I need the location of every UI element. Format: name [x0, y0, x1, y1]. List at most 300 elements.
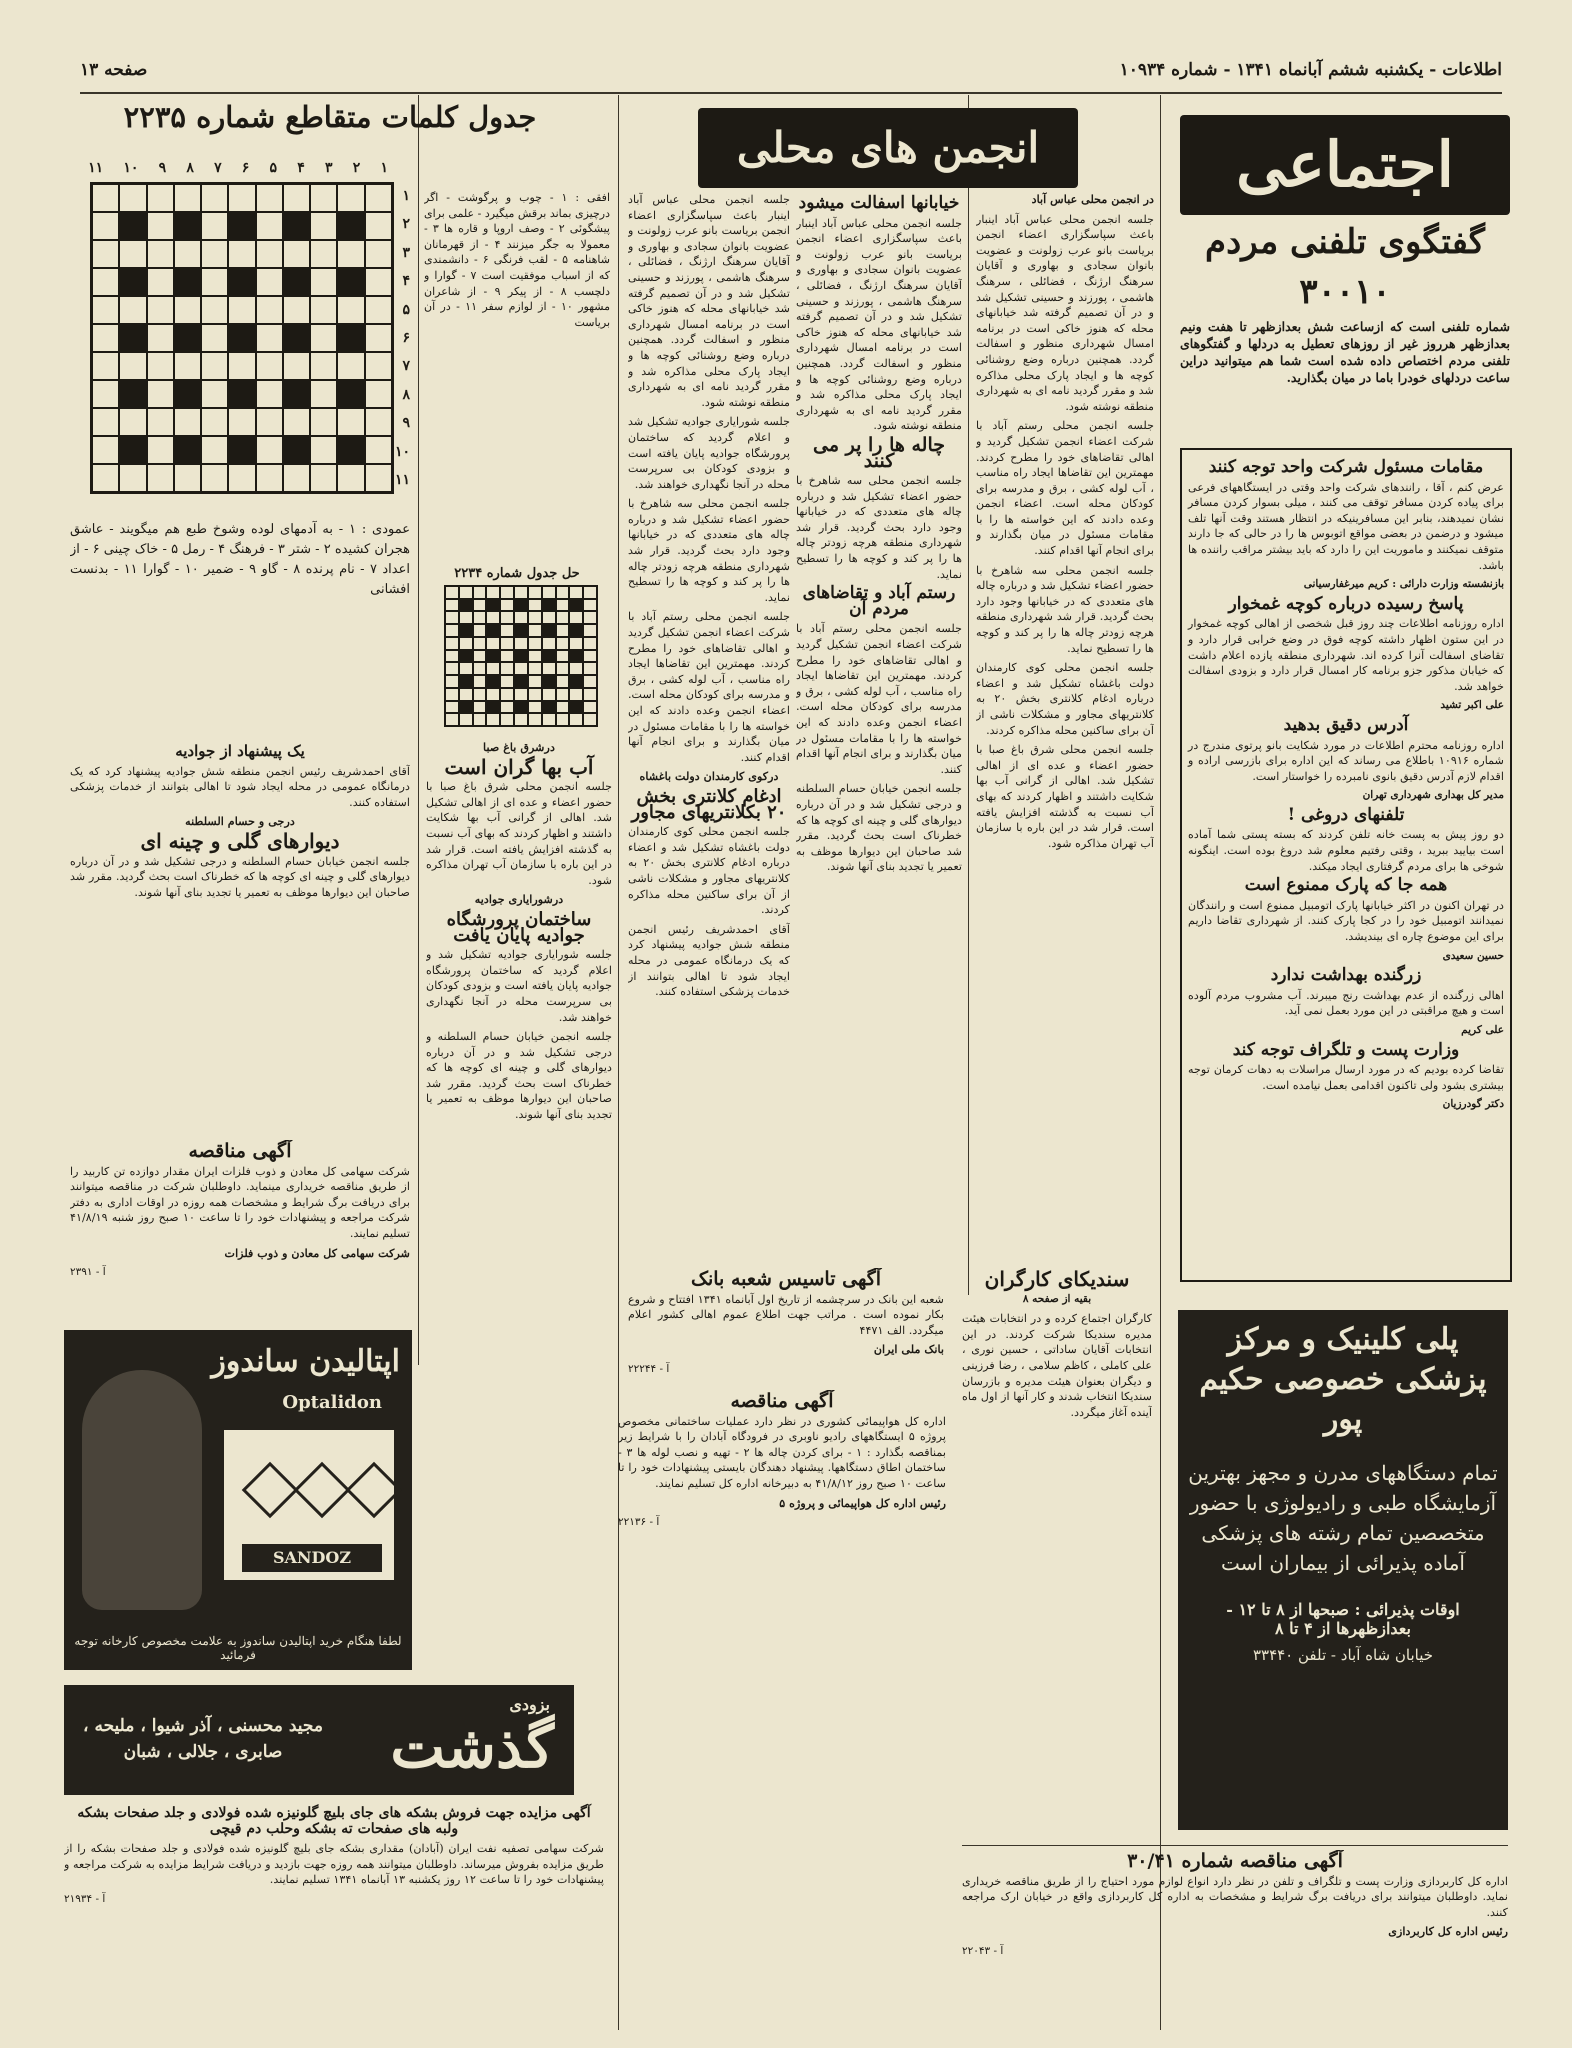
- crossword-cell: [256, 296, 283, 324]
- crossword-cell: [486, 611, 500, 624]
- crossword-cell: [256, 436, 283, 464]
- crossword-cell: [256, 240, 283, 268]
- letter-title: مقامات مسئول شرکت واحد توجه کنند: [1208, 457, 1484, 477]
- crossword-cell: [500, 688, 514, 701]
- crossword-cell: [201, 240, 228, 268]
- crossword-cell: [283, 296, 310, 324]
- letter: [1188, 875, 1504, 964]
- crossword-cell: [228, 240, 255, 268]
- crossword-cell: [583, 637, 597, 650]
- crossword-cell: [569, 637, 583, 650]
- tender-body: شرکت سهامی کل معادن و ذوب فلزات ایران مقدار دوازده تن کاربید را از طریق مناقصه خریداری مینماید. داوطلبان شرکت در مناقصه میتوانند برای دریافت برگ شرایط و مشخصات همه روزه در اوقات اداری به دفتر شرکت مراجعه و پیشنهادات خود را تا ساعت ۱۰ صبح روز شنبه ۴۱/۸/۱۹ تسلیم نمایند.: [70, 1164, 410, 1240]
- crossword-cell: [119, 296, 146, 324]
- crossword-cell: [514, 662, 528, 675]
- tender-code: آ - ۲۲۱۳۶: [618, 1516, 660, 1529]
- letter-sign: حسین سعیدی: [1442, 949, 1504, 962]
- crossword-cell: [445, 586, 459, 599]
- crossword-cell: [459, 662, 473, 675]
- crossword-cell: [445, 688, 459, 701]
- clinic-title: پلی کلینیک و مرکز پزشکی خصوصی حکیم پور: [1199, 1322, 1487, 1437]
- clinic-hours: اوقات پذیرائی : صبحها از ۸ تا ۱۲ - بعدازظهرها از ۴ تا ۸: [1226, 1600, 1460, 1638]
- crossword-cell: [365, 212, 392, 240]
- assoc-heading: یک پیشنهاد از جوادیه: [175, 742, 305, 760]
- crossword-black-cell: [228, 436, 255, 464]
- crossword-cell: [500, 637, 514, 650]
- crossword-cell: [310, 380, 337, 408]
- crossword-cell: [256, 184, 283, 212]
- assoc-text: جلسه انجمن محلی رستم آباد با شرکت اعضاء انجمن تشکیل گردید و اهالی تقاضاهای خود را مطرح کردند. مهمترین این تقاضاها ایجاد راه مناسب ، آب لوله کشی ، برق و مدرسه برای کودکان محله است. اعضاء انجمن وعده دادند که این خواسته ها را با مقامات مسئول در میان بگذارند و برای انجام آنها اقدام کنند.: [976, 419, 1154, 558]
- column-rule: [968, 95, 969, 1295]
- crossword-cell: [528, 586, 542, 599]
- crossword-cell: [256, 408, 283, 436]
- clinic-address: خیابان شاه آباد - تلفن ۳۳۴۴۰: [1252, 1646, 1434, 1664]
- crossword-cell: [174, 352, 201, 380]
- crossword-cell: [528, 675, 542, 688]
- crossword-cell: [119, 352, 146, 380]
- row-number: ۵: [402, 301, 410, 318]
- letter-title: تلفنهای دروغی !: [1287, 804, 1405, 825]
- assoc-text: جلسه انجمن محلی شرق باغ صبا با حضور اعضاء و عده ای از اهالی تشکیل شد. اهالی از گرانی آب بها شکایت داشتند و اظهار کردند که بهای آب نسبت به گذشته افزایش یافته است. قرار شد در این باره با سازمان آب تهران مذاکره شود.: [976, 743, 1154, 850]
- crossword-cell: [500, 675, 514, 688]
- film-title: گذشت: [390, 1713, 554, 1781]
- crossword-black-cell: [337, 268, 364, 296]
- crossword-cell: [92, 324, 119, 352]
- crossword-cell: [337, 408, 364, 436]
- crossword-black-cell: [542, 701, 556, 714]
- crossword-cell: [256, 464, 283, 492]
- bank-body: شعبه این بانک در سرچشمه از تاریخ اول آبانماه ۱۳۴۱ افتتاح و شروع بکار نموده است . مراتب جهت اطلاع عموم اهالی کشور اعلام میگردد. الف ۴۴۷۱: [628, 1292, 944, 1337]
- tender-title: آگهی مناقصه: [188, 1140, 292, 1162]
- crossword-cell: [92, 380, 119, 408]
- assoc-text: جلسه انجمن محلی سه شاهرخ با حضور اعضاء تشکیل شد و درباره چاله های متعددی که در خیابانها وجود دارد بحث گردید. قرار شد شهرداری منطقه هرچه زودتر چاله ها را پر کند و کوچه ها را تسطیح نماید.: [796, 474, 962, 581]
- assoc-place: در انجمن محلی عباس آباد: [1031, 192, 1154, 206]
- assoc-place: درکوی کارمندان دولت باغشاه: [639, 769, 779, 784]
- crossword-cell: [583, 675, 597, 688]
- crossword-cell: [445, 624, 459, 637]
- crossword-black-cell: [228, 212, 255, 240]
- col-number: ۱۱: [88, 160, 104, 176]
- crossword-cell: [473, 675, 487, 688]
- letter: [1188, 965, 1504, 1038]
- tender-code: آ - ۲۲۰۴۳: [962, 1944, 1004, 1957]
- row-number: ۷: [402, 358, 410, 375]
- union-continued: بقیه از صفحه ۸: [1022, 1292, 1092, 1305]
- crossword-cell: [283, 464, 310, 492]
- crossword-cell: [310, 184, 337, 212]
- crossword-cell: [556, 637, 570, 650]
- film-soon: بزودی: [509, 1695, 550, 1714]
- issue-date: اطلاعات - یکشنبه ششم آبانماه ۱۳۴۱ - شماره ۱۰۹۳۴: [1119, 60, 1502, 80]
- crossword-cell: [583, 599, 597, 612]
- letter: [1188, 457, 1504, 593]
- crossword-cell: [459, 637, 473, 650]
- crossword-cell: [542, 662, 556, 675]
- crossword-cell: [445, 611, 459, 624]
- assoc-heading: آب بها گران است: [444, 754, 594, 779]
- crossword-vertical-clues: عمودی : ۱ - به آدمهای لوده وشوخ طبع هم میگویند - عاشق هجران کشیده ۲ - شتر ۳ - فرهنگ ۴ - رمل ۵ - خاک چینی ۶ - از اعداد ۷ - نام پرنده ۸ - گاو ۹ - ضمیر ۱۰ - گوارا ۱۱ - بدنست افشانی: [70, 522, 410, 597]
- crossword-black-cell: [174, 212, 201, 240]
- crossword-cell: [459, 586, 473, 599]
- crossword-cell: [583, 662, 597, 675]
- crossword-cell: [147, 380, 174, 408]
- crossword-cell: [119, 464, 146, 492]
- tender-sign: شرکت سهامی کل معادن و ذوب فلزات: [224, 1245, 410, 1260]
- col-number: ۱: [380, 160, 388, 176]
- assoc-text: جلسه انجمن محلی عباس آباد اینبار باعث سپاسگزاری اعضاء انجمن بریاست بانو عرب زولونت و عضویت بانوان سجادی و بهاوری و آقایان سرهنگ ارژنگ ، فضائلی ، سرهنگ هاشمی ، پورزند و حسینی تشکیل شد و در آن تصمیم گرفته شد خیابانهای محله که هنوز خاکی است در برنامه امسال شهرداری منظور و اسفالت گردد. همچنین درباره وضع روشنائی کوچه ها و ایجاد پارک محلی مذاکره شد و مقرر گردید نامه ای به شهرداری منطقه نوشته شود.: [796, 216, 962, 433]
- letter-sign: دکتر گودرزیان: [1442, 1098, 1504, 1111]
- crossword-black-cell: [514, 624, 528, 637]
- crossword-title: جدول کلمات متقاطع شماره ۲۲۳۵: [123, 100, 537, 134]
- crossword-cell: [365, 184, 392, 212]
- tender-body: اداره کل کاربردازی وزارت پست و تلگراف و تلفن در نظر دارد انواع لوازم مورد احتیاج را از طریق مناقصه خریداری نماید. داوطلبان میتوانند برای دریافت برگ شرایط و مشخصات به اداره کل کاربردازی واقع در خیابان ارک مراجعه کنند.: [962, 1874, 1508, 1919]
- crossword-cell: [556, 624, 570, 637]
- social-banner: اجتماعی: [1180, 115, 1510, 215]
- letter: [1188, 804, 1504, 874]
- assoc-text: جلسه انجمن محلی شرق باغ صبا با حضور اعضاء و عده ای از اهالی تشکیل شد. اهالی از گرانی آب بها شکایت داشتند و اظهار کردند که بهای آب نسبت به گذشته افزایش یافته است. قرار شد در این باره با سازمان آب تهران مذاکره شود.: [426, 780, 612, 887]
- crossword-cell: [310, 212, 337, 240]
- crossword-cell: [473, 713, 487, 726]
- crossword-cell: [542, 688, 556, 701]
- crossword-black-cell: [542, 650, 556, 663]
- crossword-cell: [256, 380, 283, 408]
- crossword-cell: [459, 713, 473, 726]
- crossword-cell: [147, 184, 174, 212]
- col-number: ۷: [214, 160, 222, 176]
- tender-title: آگهی مناقصه شماره ۳۰/۴۱: [1127, 1850, 1343, 1872]
- crossword-cell: [445, 637, 459, 650]
- assoc-text: جلسه شورایاری جوادیه تشکیل شد و اعلام گردید که ساختمان پرورشگاه جوادیه پایان یافته است و بزودی کودکان بی سرپرست محله در آنجا نگهداری خواهند شد.: [426, 948, 612, 1024]
- crossword-cell: [473, 599, 487, 612]
- optalidon-note: لطفا هنگام خرید اپتالیدن ساندوز به علامت مخصوص کارخانه توجه فرمائید: [74, 1634, 402, 1662]
- crossword-cell: [500, 624, 514, 637]
- crossword-cell: [459, 611, 473, 624]
- optalidon-title: اپتالیدن ساندوز: [211, 1344, 400, 1379]
- crossword-cell: [528, 599, 542, 612]
- crossword-cell: [473, 650, 487, 663]
- auction-body: شرکت سهامی تصفیه نفت ایران (آبادان) مقداری بشکه جای بلیچ گلونیزه شده فولادی و جلد صفحات بشکه را از طریق مزایده بفروش میرساند. داوطلبان میتوانند همه روزه جهت بازدید و دریافت شرایط مزایده به شرکت مراجعه و پیشنهادات خود را تا ساعت ۱۲ روز یکشنبه ۱۳ آبانماه ۱۳۴۱ تسلیم نمایند.: [64, 1842, 604, 1887]
- crossword-cell: [556, 599, 570, 612]
- row-number: ۸: [402, 386, 410, 403]
- crossword-cell: [365, 324, 392, 352]
- crossword-cell: [310, 296, 337, 324]
- film-ad: [64, 1685, 574, 1795]
- crossword-cell: [119, 240, 146, 268]
- optalidon-latin: Optalidon: [282, 1392, 382, 1413]
- crossword-cell: [92, 268, 119, 296]
- row-number: ۳: [402, 244, 410, 261]
- crossword-black-cell: [514, 675, 528, 688]
- crossword-cell: [147, 464, 174, 492]
- crossword-black-cell: [228, 380, 255, 408]
- crossword-cell: [365, 240, 392, 268]
- film-cast: مجید محسنی ، آذر شیوا ، ملیحه ، صابری ، جلالی ، شبان: [83, 1716, 323, 1762]
- crossword-black-cell: [337, 212, 364, 240]
- auction-code: آ - ۲۱۹۳۴: [64, 1892, 106, 1905]
- woman-illustration: [82, 1370, 202, 1610]
- crossword-black-cell: [486, 624, 500, 637]
- crossword-cell: [473, 688, 487, 701]
- crossword-cell: [528, 688, 542, 701]
- crossword-cell: [569, 713, 583, 726]
- crossword-cell: [556, 650, 570, 663]
- crossword-black-cell: [542, 599, 556, 612]
- crossword-cell: [337, 296, 364, 324]
- assoc-text: جلسه انجمن محلی کوی کارمندان دولت باغشاه تشکیل شد و اعضاء درباره ادغام کلانتری بخش ۲۰ به کلانتریهای مجاور و مشکلات ناشی از آن برای ساکنین محله مذاکره کردند.: [976, 661, 1154, 737]
- crossword-black-cell: [569, 675, 583, 688]
- crossword-cell: [201, 212, 228, 240]
- crossword-cell: [528, 713, 542, 726]
- crossword-cell: [201, 380, 228, 408]
- solution-grid: [444, 585, 598, 727]
- crossword-cell: [473, 611, 487, 624]
- crossword-cell: [473, 701, 487, 714]
- crossword-black-cell: [174, 436, 201, 464]
- crossword-cell: [201, 296, 228, 324]
- assoc-heading: خیابانها اسفالت میشود: [798, 193, 960, 213]
- assoc-heading: ساختمان پرورشگاه جوادیه پایان یافت: [446, 908, 592, 946]
- crossword-cell: [283, 408, 310, 436]
- crossword-cell: [92, 352, 119, 380]
- assoc-column-d: [426, 740, 612, 1330]
- assoc-text: جلسه انجمن خیابان حسام السلطنه و درجی تشکیل شد و در آن درباره دیوارهای گلی و چینه ای کوچه ها که خطرناک است بحث گردید. مقرر شد صاحبان این دیوارها موظف به تعمیر یا تجدید بنای آنها شوند.: [70, 854, 410, 899]
- crossword-cell: [445, 713, 459, 726]
- letter-title: آدرس دقیق بدهید: [1283, 714, 1409, 735]
- crossword-black-cell: [228, 268, 255, 296]
- crossword-cell: [283, 184, 310, 212]
- crossword-black-cell: [119, 268, 146, 296]
- letter-sign: بازنشسته وزارت دارائی : کریم میرغفارسیانی: [1303, 578, 1504, 591]
- crossword-black-cell: [174, 380, 201, 408]
- crossword-cell: [174, 240, 201, 268]
- crossword-cell: [473, 586, 487, 599]
- social-intro: شماره تلفنی است که ازساعت شش بعدازظهر تا هفت ونیم بعدازظهر هرروز غیر از روزهای تعطیل به دردلها و گفتگوهای تلفنی مردم اختصاص داده شده است شما هم میتوانید دراین ساعت دردلهای خودرا باما در میان بگذارید.: [1180, 319, 1510, 385]
- crossword-black-cell: [337, 436, 364, 464]
- crossword-cell: [365, 296, 392, 324]
- crossword-cell: [473, 624, 487, 637]
- assoc-column-c: [628, 192, 790, 1262]
- crossword-cell: [569, 662, 583, 675]
- crossword-cell: [147, 436, 174, 464]
- crossword-cell: [256, 212, 283, 240]
- crossword-cell: [500, 701, 514, 714]
- bank-ad: [628, 1268, 944, 1378]
- crossword-cell: [473, 662, 487, 675]
- crossword-cell: [486, 713, 500, 726]
- crossword-cell: [310, 352, 337, 380]
- crossword-cell: [147, 296, 174, 324]
- crossword-cell: [310, 268, 337, 296]
- letter: [1188, 714, 1504, 804]
- crossword-black-cell: [486, 599, 500, 612]
- crossword-black-cell: [459, 650, 473, 663]
- assoc-heading: رستم آباد و تقاضاهای مردم آن: [802, 583, 956, 619]
- col-number: ۸: [186, 160, 194, 176]
- assoc-text: جلسه انجمن محلی سه شاهرخ با حضور اعضاء تشکیل شد و درباره چاله های متعددی که در خیابانها وجود دارد بحث گردید. قرار شد شهرداری منطقه هرچه زودتر چاله ها را پر کند و کوچه ها را تسطیح نماید.: [628, 497, 790, 604]
- crossword-cell: [256, 324, 283, 352]
- crossword-cell: [365, 464, 392, 492]
- crossword-cell: [528, 624, 542, 637]
- crossword-cell: [337, 184, 364, 212]
- letter-body: تقاضا کرده بودیم که در مورد ارسال مراسلات به دهات کرمان توجه بیشتری بشود ولی تاکنون اقدامی بعمل نیامده است.: [1188, 1063, 1504, 1092]
- crossword-cell: [528, 662, 542, 675]
- crossword-cell: [310, 324, 337, 352]
- row-number: ۶: [402, 329, 410, 346]
- assoc-place: درشورایاری جوادیه: [474, 892, 564, 907]
- crossword-cell: [119, 184, 146, 212]
- crossword-cell: [556, 713, 570, 726]
- col-number: ۳: [325, 160, 333, 176]
- crossword-grid: [90, 182, 394, 494]
- assoc-heading: دیوارهای گلی و چینه ای: [140, 828, 340, 853]
- crossword-cell: [228, 184, 255, 212]
- crossword-black-cell: [569, 599, 583, 612]
- crossword-cell: [486, 662, 500, 675]
- crossword-black-cell: [119, 324, 146, 352]
- crossword-cell: [583, 586, 597, 599]
- crossword-cell: [542, 586, 556, 599]
- crossword-black-cell: [514, 701, 528, 714]
- crossword-black-cell: [283, 268, 310, 296]
- social-letters: [1180, 448, 1512, 1282]
- crossword-cell: [486, 586, 500, 599]
- crossword-cell: [365, 380, 392, 408]
- letter-body: اداره روزنامه محترم اطلاعات در مورد شکایت بانو پرتوی مندرج در شماره ۱۰۹۱۶ باطلاع می رساند که این اداره برای بازرسی اراده و اقدام لازم آدرس دقیق بانوی نامبرده را خواستار است.: [1188, 738, 1504, 783]
- crossword-cell: [542, 611, 556, 624]
- crossword-cell: [92, 436, 119, 464]
- column-rule: [1160, 95, 1161, 2030]
- assoc-place: درشرق باغ صبا: [483, 740, 555, 754]
- crossword-cell: [514, 611, 528, 624]
- crossword-cell: [556, 688, 570, 701]
- crossword-cell: [92, 240, 119, 268]
- crossword-cell: [147, 352, 174, 380]
- letter-title: زرگنده بهداشت ندارد: [1270, 965, 1422, 986]
- assoc-text: جلسه انجمن محلی عباس آباد اینبار باعث سپاسگزاری اعضاء انجمن بریاست بانو عرب زولونت و عضویت بانوان سجادی و بهاوری و آقایان سرهنگ ارژنگ ، فضائلی ، سرهنگ هاشمی ، پورزند و حسینی تشکیل شد و در آن تصمیم گرفته شد خیابانهای محله که هنوز خاکی است در برنامه امسال شهرداری منظور و اسفالت گردد. همچنین درباره وضع روشنائی کوچه ها و ایجاد پارک محلی مذاکره شد و مقرر گردید نامه ای به شهرداری منطقه نوشته شود.: [976, 212, 1154, 413]
- col-number: ۹: [158, 160, 167, 176]
- tender-body: اداره کل هواپیمائی کشوری در نظر دارد عملیات ساختمانی مخصوص پروژه ۵ ایستگاههای رادیو ناوبری در فرودگاه آبادان را با شرایط زیر بمناقصه بگذارد : ۱ - برای کردن چاله ها ۲ - تهیه و نصب لوله ها ۳ - ساختمان اطاق دستگاهها. پیشنهاد دهندگان بایستی پیشنهادات خود را تا ساعت ۱۰ صبح روز ۴۱/۸/۱۲ به دبیرخانه اداره کل تسلیم نمایند.: [618, 1414, 946, 1490]
- crossword-black-cell: [486, 675, 500, 688]
- crossword-cell: [310, 408, 337, 436]
- crossword-cell: [256, 352, 283, 380]
- col-number: ۴: [297, 160, 305, 176]
- assoc-place: درجی و حسام السلطنه: [185, 814, 295, 829]
- letter-title: همه جا که پارک ممنوع است: [1244, 875, 1448, 896]
- crossword-cell: [256, 268, 283, 296]
- crossword-cell: [583, 624, 597, 637]
- bank-title: آگهی تاسیس شعبه بانک: [690, 1268, 882, 1290]
- crossword-cell: [542, 713, 556, 726]
- section-rule: [962, 1845, 1508, 1846]
- row-number: ۱۱: [394, 471, 410, 488]
- assoc-text: جلسه انجمن محلی کوی کارمندان دولت باغشاه تشکیل شد و اعضاء درباره ادغام کلانتری بخش ۲۰ به کلانتریهای مجاور و مشکلات ناشی از آن برای ساکنین محله مذاکره کردند.: [628, 825, 790, 917]
- sandoz-logo: SANDOZ: [242, 1544, 382, 1572]
- crossword-col-numbers: [88, 160, 388, 176]
- assoc-text: جلسه انجمن خیابان حسام السلطنه و درجی تشکیل شد و در آن درباره دیوارهای گلی و چینه ای کوچه ها که خطرناک است بحث گردید. مقرر شد صاحبان این دیوارها موظف به تعمیر یا تجدید بنای آنها شوند.: [796, 782, 962, 874]
- letter-body: اداره روزنامه اطلاعات چند روز قبل شخصی از اهالی کوچه غمخوار در این ستون اظهار داشته کوچه فوق در وضع خرابی قرار دارد و تقاضای اسفالت آنرا کرده اند. شهرداری منطقه یازده اعلام داشت که خیابان مذکور جزو برنامه کار امسال قرار دارد و بزودی اسفالت خواهد شد.: [1188, 617, 1504, 693]
- crossword-cell: [147, 240, 174, 268]
- letter-body: عرض کنم ، آقا ، رانندهای شرکت واحد وقتی در ایستگاههای فرعی برای پیاده کردن مسافر توقف می کنند ، میلی بسوار کردن مسافر نشان نمیدهند، بنابر این مسافرینیکه در انتظار هستند وقت آنها تلف میشود و درضمن در بعضی مواقع اتوبوس ها را در حالی که جا دارند متوقف نمیکنند و ماموریت این را دارد که باید بیشتر مراقب راننده ها باشد.: [1188, 480, 1504, 572]
- crossword-row-numbers: [392, 188, 410, 488]
- crossword-black-cell: [174, 268, 201, 296]
- crossword-cell: [445, 599, 459, 612]
- crossword-cell: [500, 599, 514, 612]
- crossword-cell: [445, 662, 459, 675]
- crossword-black-cell: [283, 436, 310, 464]
- union-article: [962, 1268, 1152, 1798]
- col-number: ۶: [241, 160, 250, 176]
- union-title: سندیکای کارگران: [984, 1268, 1130, 1291]
- crossword-cell: [365, 352, 392, 380]
- crossword-black-cell: [514, 599, 528, 612]
- bank-code: آ - ۲۲۲۴۴: [628, 1362, 670, 1375]
- col-number: ۱۰: [123, 160, 139, 176]
- crossword-black-cell: [514, 650, 528, 663]
- assoc-banner: انجمن های محلی: [698, 108, 1078, 188]
- crossword-cell: [500, 662, 514, 675]
- masthead: [80, 60, 1502, 90]
- crossword-cell: [147, 408, 174, 436]
- crossword-cell: [92, 464, 119, 492]
- letter-sign: مدیر کل بهداری شهرداری تهران: [1362, 789, 1504, 802]
- crossword-cell: [365, 268, 392, 296]
- crossword-black-cell: [283, 324, 310, 352]
- letter-body: در تهران اکنون در اکثر خیابانها پارک اتومبیل ممنوع است و رانندگان نمیدانند اتومبیل خود را در کجا پارک کنند. از شهرداری تقاضا داریم برای این موضوع چاره ای بیندیشد.: [1188, 898, 1504, 944]
- col-number: ۵: [269, 160, 278, 176]
- crossword-cell: [569, 611, 583, 624]
- crossword-cell: [556, 611, 570, 624]
- auction-ad: [64, 1802, 604, 2022]
- assoc-heading: ادغام کلانتری بخش ۲۰ بکلانتریهای مجاور: [631, 785, 787, 823]
- crossword-cell: [528, 650, 542, 663]
- crossword-cell: [514, 688, 528, 701]
- crossword-black-cell: [569, 624, 583, 637]
- crossword-cell: [337, 464, 364, 492]
- crossword-cell: [92, 212, 119, 240]
- crossword-cell: [569, 688, 583, 701]
- crossword-cell: [147, 212, 174, 240]
- tender-title: آگهی مناقصه: [730, 1390, 834, 1412]
- bank-sign: بانک ملی ایران: [873, 1342, 944, 1357]
- crossword-black-cell: [337, 324, 364, 352]
- crossword-black-cell: [569, 650, 583, 663]
- union-body: کارگران اجتماع کرده و در انتخابات هیئت مدیره سندیکا شرکت کردند. در این انتخابات آقایان ساداتی ، حسین نوری ، علی کاملی ، کاظم سلامی ، رضا فرزینی و دیگران بعنوان هیئت مدیره و بازرسان سندیکا انتخاب شدند و کار آنها از اول ماه آینده آغاز میگردد.: [962, 1312, 1152, 1419]
- assoc-text: جلسه انجمن محلی سه شاهرخ با حضور اعضاء تشکیل شد و درباره چاله های متعددی که در خیابانها وجود دارد بحث گردید. قرار شد شهرداری منطقه هرچه زودتر چاله ها را پر کند و کوچه ها را تسطیح نماید.: [976, 563, 1154, 655]
- row-number: ۲: [402, 216, 410, 233]
- tender-ad-minerals: [70, 1140, 410, 1320]
- crossword-cell: [500, 650, 514, 663]
- header-rule: [80, 92, 1502, 94]
- crossword-cell: [473, 637, 487, 650]
- letter-body: اهالی زرگنده از عدم بهداشت رنج میبرند. آب مشروب مردم آلوده است و هیچ مراقبتی در این مورد بعمل نمی آید.: [1188, 988, 1504, 1018]
- assoc-text: جلسه انجمن محلی عباس آباد اینبار باعث سپاسگزاری اعضاء انجمن بریاست بانو عرب زولونت و عضویت بانوان سجادی و بهاوری و آقایان سرهنگ ارژنگ ، فضائلی ، سرهنگ هاشمی ، پورزند و حسینی تشکیل شد و در آن تصمیم گرفته شد خیابانهای محله که هنوز خاکی است در برنامه امسال شهرداری منظور و اسفالت گردد. همچنین درباره وضع روشنائی کوچه ها و ایجاد پارک محلی مذاکره شد و مقرر گردید نامه ای به شهرداری منطقه نوشته شود.: [628, 193, 790, 409]
- page-number: صفحه ۱۳: [80, 60, 148, 80]
- crossword-cell: [228, 352, 255, 380]
- crossword-black-cell: [459, 624, 473, 637]
- crossword-cell: [556, 586, 570, 599]
- crossword-black-cell: [283, 212, 310, 240]
- crossword-black-cell: [119, 212, 146, 240]
- letter-body: دو روز پیش به پست خانه تلفن کردند که بسته پستی شما آماده است بیایید ببرید ، وقتی رفتیم معلوم شد دروغ بوده است. اینگونه شوخی ها برای مردم گرفتاری ایجاد میکند.: [1188, 828, 1504, 873]
- crossword-black-cell: [283, 380, 310, 408]
- crossword-cell: [119, 408, 146, 436]
- assoc-text: آقای احمدشریف رئیس انجمن منطقه شش جوادیه پیشنهاد کرد که یک درمانگاه عمومی در محله ایجاد شود تا اهالی بتوانند از خدمات پزشکی استفاده کنند.: [70, 764, 410, 809]
- letter-title: پاسخ رسیده درباره کوچه غمخوار: [1228, 593, 1464, 614]
- crossword-cell: [528, 611, 542, 624]
- column-rule: [418, 95, 419, 1365]
- crossword-cell: [147, 324, 174, 352]
- crossword-cell: [445, 675, 459, 688]
- crossword-black-cell: [459, 701, 473, 714]
